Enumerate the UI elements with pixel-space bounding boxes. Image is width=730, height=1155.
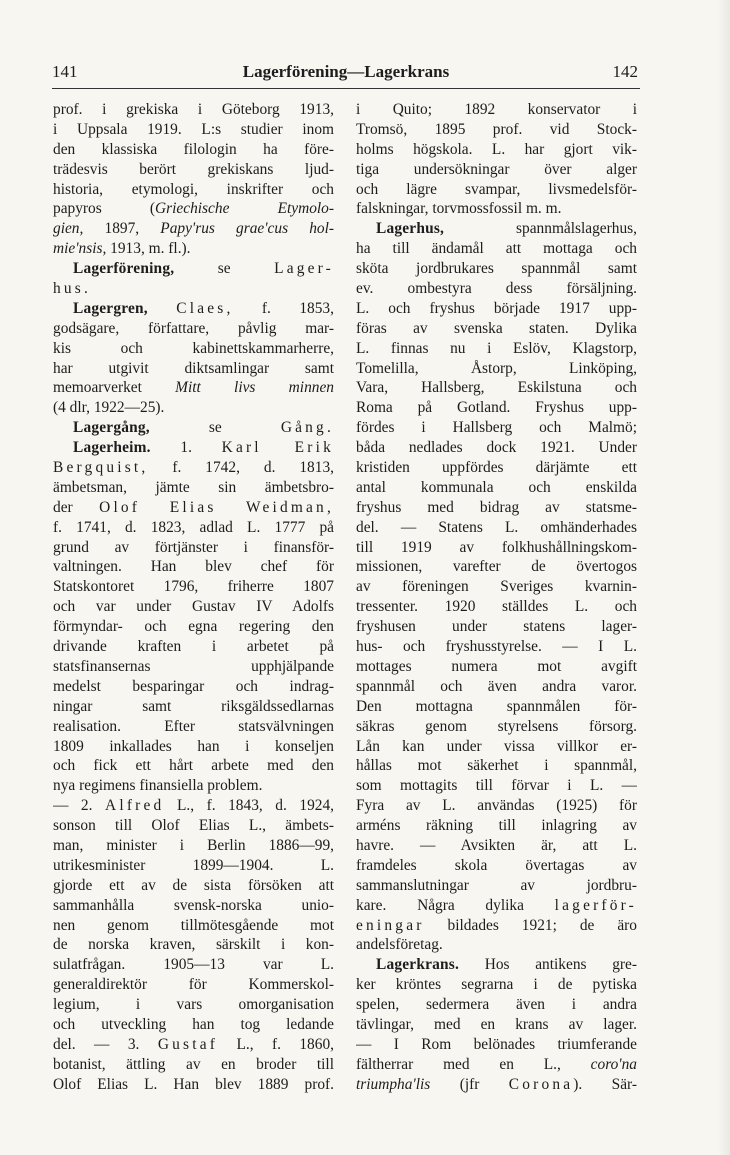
text-segment: L. och fryshus började 1917 upp- <box>356 299 637 317</box>
text-line <box>53 896 334 916</box>
text-line <box>356 100 637 120</box>
text-segment: se <box>149 419 281 437</box>
text-line <box>53 398 334 418</box>
text-line <box>356 458 637 478</box>
text-segment: sammanslutningar av jordbru- <box>356 876 637 894</box>
text-segment: fryshus med bidrag av statsme- <box>356 498 637 516</box>
text-segment: de norska kraven, särskilt i kon- <box>53 936 334 954</box>
left-column <box>53 100 334 1095</box>
spaced-name: lagerför- <box>554 896 637 914</box>
text-segment: sköta jordbrukares spannmål samt <box>356 260 637 278</box>
text-line <box>356 637 637 657</box>
text-segment: realisation. Efter statsvälvningen <box>53 717 334 735</box>
text-line <box>53 916 334 936</box>
entry-headword: Lagerhus, <box>376 220 445 238</box>
text-segment: och fick ett hårt arbete med den <box>53 757 334 775</box>
text-line <box>53 279 334 299</box>
text-line <box>356 339 637 359</box>
text-line <box>53 577 334 597</box>
text-segment: har utgivit diktsamlingar samt <box>53 359 334 377</box>
text-line <box>356 398 637 418</box>
entry-headword: Lagergren, <box>73 299 148 317</box>
text-line <box>356 199 637 219</box>
text-line <box>356 518 637 538</box>
spaced-name: Karl Erik <box>221 439 334 457</box>
text-line <box>53 935 334 955</box>
text-segment: ha till ändamål att mottaga och <box>356 240 637 258</box>
text-line <box>356 478 637 498</box>
text-line <box>356 1055 637 1075</box>
text-line <box>53 955 334 975</box>
text-segment: hus- och fryshusstyrelse. — I L. <box>356 638 637 656</box>
page-header <box>52 58 640 88</box>
spaced-name: eningar <box>356 916 425 934</box>
text-line <box>356 796 637 816</box>
text-segment: och utveckling han tog ledande <box>53 1015 334 1033</box>
spaced-name: Corona <box>508 1075 574 1093</box>
text-line <box>356 756 637 776</box>
text-segment: ). Sär- <box>573 1075 637 1093</box>
text-line <box>53 657 334 677</box>
text-segment: drivande kraften i arbetet på <box>53 638 334 656</box>
text-segment: den klassiska filologin ha före- <box>53 140 334 158</box>
text-line <box>53 836 334 856</box>
text-segment: grund av förtjänster i finansför- <box>53 538 334 556</box>
text-line <box>356 776 637 796</box>
italic-text: Mitt livs minnen <box>175 379 334 397</box>
text-line <box>53 1035 334 1055</box>
text-segment: och var under Gustav IV Adolfs <box>53 598 334 616</box>
text-line <box>53 1015 334 1035</box>
text-line <box>53 637 334 657</box>
text-segment: legium, i vars omorganisation <box>53 996 334 1014</box>
text-line <box>356 1015 637 1035</box>
text-line <box>356 697 637 717</box>
text-line <box>53 160 334 180</box>
text-line <box>356 677 637 697</box>
text-line <box>53 677 334 697</box>
text-line <box>53 1055 334 1075</box>
text-line <box>356 279 637 299</box>
text-segment: Hos antikens gre- <box>459 956 637 974</box>
text-segment: Roma på Gotland. Fryshus upp- <box>356 399 637 417</box>
text-segment: prof. i grekiska i Göteborg 1913, <box>53 101 334 118</box>
text-segment: — I Rom belönades triumferande <box>356 1035 637 1053</box>
text-line <box>356 597 637 617</box>
text-line <box>356 359 637 379</box>
text-line <box>53 597 334 617</box>
spaced-name: Gång. <box>280 419 334 437</box>
text-line <box>53 299 334 319</box>
text-segment: sulatfrågan. 1905—13 var L. <box>53 956 334 974</box>
text-segment: L., f. 1860, <box>218 1035 334 1053</box>
text-line <box>356 557 637 577</box>
text-line <box>53 458 334 478</box>
text-segment: 1809 inkallades han i konseljen <box>53 737 334 755</box>
text-line <box>53 498 334 518</box>
text-segment: mottages numera mot avgift <box>356 657 637 675</box>
text-segment: statsfinansernas upphjälpande <box>53 657 334 675</box>
text-segment: f. 1741, d. 1823, adlad L. 1777 på <box>53 518 334 536</box>
text-segment: i Uppsala 1919. L:s studier inom <box>53 120 334 138</box>
text-segment: fältherrar med en L., <box>356 1055 591 1073</box>
text-segment: Lån kan under vissa villkor er- <box>356 737 637 755</box>
text-line <box>356 140 637 160</box>
text-line <box>53 438 334 458</box>
entry-headword: Lagerheim. <box>73 439 151 457</box>
text-line <box>53 378 334 398</box>
text-segment: f. 1742, d. 1813, <box>148 459 334 477</box>
text-line <box>53 239 334 259</box>
text-segment: andelsföretag. <box>356 936 443 954</box>
text-line <box>356 916 637 936</box>
text-segment: spelen, sedermera även i andra <box>356 996 637 1014</box>
text-segment <box>148 300 176 317</box>
text-line <box>356 816 637 836</box>
text-line <box>356 856 637 876</box>
text-line <box>53 796 334 816</box>
text-segment: missionen, varefter de övertogos <box>356 558 637 576</box>
text-line <box>53 418 334 438</box>
spaced-name: Gustaf <box>157 1035 219 1053</box>
italic-text: gien, <box>53 220 84 238</box>
text-segment: del. — Statens L. omhänderhades <box>356 518 637 536</box>
text-line <box>356 438 637 458</box>
text-line <box>53 856 334 876</box>
entry-headword: Lagerförening, <box>73 260 175 278</box>
text-segment: arméns räkning till inlagring av <box>356 817 637 835</box>
text-segment: och lägre svampar, livsmedelsför- <box>356 180 637 198</box>
text-line <box>53 538 334 558</box>
text-segment: 1913, m. fl.). <box>106 240 191 258</box>
text-segment: havre. — Avsikten är, att L. <box>356 836 637 854</box>
text-line <box>356 617 637 637</box>
text-line <box>53 518 334 538</box>
spaced-name: Olof Elias Weidman, <box>99 498 334 516</box>
text-line <box>356 498 637 518</box>
text-line <box>53 557 334 577</box>
entry-headword: Lagergång, <box>73 419 150 437</box>
text-segment: Fyra av L. användas (1925) för <box>356 797 637 815</box>
text-line <box>356 378 637 398</box>
text-segment: kristiden uppfördes därjämte ett <box>356 459 637 477</box>
text-line <box>356 1035 637 1055</box>
text-line <box>53 816 334 836</box>
text-line <box>53 478 334 498</box>
text-line <box>356 160 637 180</box>
spaced-name: Claes, <box>176 299 234 317</box>
text-segment: framdeles skola övertagas av <box>356 856 637 874</box>
text-segment: fördes i Hallsberg och Malmö; <box>356 419 637 437</box>
text-segment: sammanhålla svensk-norska unio- <box>53 896 334 914</box>
text-segment: kare. Några dylika <box>356 896 555 914</box>
text-segment: (jfr <box>430 1075 509 1093</box>
text-line <box>356 239 637 259</box>
text-line <box>356 896 637 916</box>
text-line <box>53 339 334 359</box>
text-segment: tiga undersökningar över alger <box>356 160 637 178</box>
running-title: Lagerförening—Lagerkrans <box>242 62 450 81</box>
italic-text: mie'nsis, <box>53 240 107 258</box>
text-line <box>53 319 334 339</box>
text-line <box>53 697 334 717</box>
text-segment: Vara, Hallsberg, Eskilstuna och <box>356 379 637 397</box>
text-segment: medelst besparingar och indrag- <box>53 677 334 695</box>
spaced-name: Alfred <box>105 797 165 815</box>
text-segment: Tomelilla, Åstorp, Linköping, <box>356 359 637 377</box>
italic-text: Griechische Etymolo- <box>155 200 334 218</box>
text-line <box>53 1075 334 1095</box>
text-segment: tävlingar, med en krans av lager. <box>356 1015 637 1033</box>
text-segment: ev. ombestyra dess försäljning. <box>356 280 637 298</box>
text-segment: Statskontoret 1796, friherre 1807 <box>53 578 334 596</box>
text-segment: Tromsö, 1895 prof. vid Stock- <box>356 120 637 138</box>
text-segment: antal kommunala och enskilda <box>356 478 637 496</box>
text-line <box>53 975 334 995</box>
page-edge-shadow <box>718 0 730 1155</box>
text-segment: förmyndar- och egna regering den <box>53 618 334 636</box>
text-line <box>53 259 334 279</box>
text-line <box>356 995 637 1015</box>
text-segment: spannmål och även andra varor. <box>356 677 637 695</box>
spaced-name: Lager- <box>274 260 334 278</box>
text-segment: del. — 3. <box>53 1035 158 1053</box>
text-line <box>53 180 334 200</box>
text-line <box>53 140 334 160</box>
text-line <box>356 577 637 597</box>
text-line <box>356 657 637 677</box>
text-segment: ämbetsman, jämte sin ämbetsbro- <box>53 478 334 496</box>
text-segment: man, minister i Berlin 1886—99, <box>53 836 334 854</box>
text-segment: godsägare, författare, påvlig mar- <box>53 319 334 337</box>
text-segment: botanist, ättling av en broder till <box>53 1055 334 1073</box>
text-segment: tressenter. 1920 ställdes L. och <box>356 598 637 616</box>
text-segment: båda nedlades dock 1921. Under <box>356 439 637 457</box>
text-line <box>53 199 334 219</box>
text-segment: (4 dlr, 1922—25). <box>53 399 165 417</box>
text-line <box>356 180 637 200</box>
text-line <box>356 1075 637 1095</box>
text-segment: hållas mot säkerhet i spannmål, <box>356 757 637 775</box>
text-segment: gjorde ett av de sista försöken att <box>53 876 334 894</box>
text-segment: Olof Elias L. Han blev 1889 prof. <box>53 1075 334 1093</box>
text-segment: utrikesminister 1899—1904. L. <box>53 856 334 874</box>
text-segment: i Quito; 1892 konservator i <box>356 101 637 118</box>
text-line <box>53 100 334 120</box>
text-line <box>356 717 637 737</box>
text-segment: nen genom tillmötesgående mot <box>53 916 334 934</box>
italic-text: coro'na <box>590 1055 637 1073</box>
text-line <box>356 299 637 319</box>
text-segment: L., f. 1843, d. 1924, <box>164 797 334 815</box>
italic-text: triumpha'lis <box>356 1075 431 1093</box>
text-segment: som mottagits till förvar i L. — <box>356 777 637 795</box>
text-line <box>53 737 334 757</box>
text-line <box>356 219 637 239</box>
text-segment: Den mottagna spannmålen för- <box>356 697 637 715</box>
text-line <box>356 975 637 995</box>
entry-headword: Lagerkrans. <box>376 956 460 974</box>
text-segment: sonson till Olof Elias L., ämbets- <box>53 817 334 835</box>
text-segment: se <box>174 260 275 278</box>
text-line <box>53 617 334 637</box>
text-segment: papyros ( <box>53 200 156 218</box>
text-line <box>53 120 334 140</box>
text-segment: historia, etymologi, inskrifter och <box>53 180 334 198</box>
text-line <box>53 219 334 239</box>
spaced-name: Bergquist, <box>53 459 149 477</box>
text-segment: nya regimens finansiella problem. <box>53 777 263 795</box>
text-segment: fryshusen under statens lager- <box>356 618 637 636</box>
text-segment: L. finnas nu i Eslöv, Klagstorp, <box>356 339 637 357</box>
text-line <box>53 776 334 796</box>
right-column <box>356 100 637 1095</box>
text-segment: spannmålslagerhus, <box>444 220 637 238</box>
page-number-left: 141 <box>52 62 78 81</box>
text-segment: 1. <box>150 439 222 457</box>
text-segment: ker kröntes segrarna i de pytiska <box>356 976 637 994</box>
text-segment: kis och kabinettskammarherre, <box>53 339 334 357</box>
text-segment: — 2. <box>53 797 106 815</box>
text-segment: generaldirektör för Kommerskol- <box>53 976 334 994</box>
text-segment: ningar samt riksgäldssedlarnas <box>53 697 334 715</box>
text-line <box>356 737 637 757</box>
text-line <box>356 120 637 140</box>
text-line <box>356 538 637 558</box>
text-line <box>356 836 637 856</box>
text-line <box>356 876 637 896</box>
text-line <box>356 319 637 339</box>
spaced-name: hus. <box>53 280 92 298</box>
text-line <box>53 876 334 896</box>
text-line <box>356 418 637 438</box>
text-segment: 1897, <box>83 220 161 238</box>
text-line <box>356 259 637 279</box>
text-line <box>53 717 334 737</box>
text-segment: säkras genom styrelsens försorg. <box>356 717 637 735</box>
text-segment: till 1919 av folkhushållningskom- <box>356 538 637 556</box>
text-segment: memoarverket <box>53 379 176 397</box>
text-segment: valtningen. Han blev chef för <box>53 558 334 576</box>
text-line <box>53 995 334 1015</box>
text-line <box>356 955 637 975</box>
text-segment: föras av svenska staten. Dylika <box>356 319 637 337</box>
text-segment: der <box>53 498 100 516</box>
text-line <box>53 756 334 776</box>
text-segment: bildades 1921; de äro <box>424 916 637 934</box>
text-segment: holms högskola. L. har gjort vik- <box>356 140 637 158</box>
text-line <box>356 935 637 955</box>
text-segment: trädesvis berört grekiskans ljud- <box>53 160 334 178</box>
header-rule <box>52 88 640 89</box>
text-line <box>53 359 334 379</box>
text-segment: falskningar, torvmossfossil m. m. <box>356 200 562 218</box>
text-segment: av föreningen Sveriges kvarnin- <box>356 578 637 596</box>
page-number-right: 142 <box>612 62 638 81</box>
italic-text: Papy'rus grae'cus hol- <box>160 220 334 238</box>
text-segment: f. 1853, <box>233 299 334 317</box>
